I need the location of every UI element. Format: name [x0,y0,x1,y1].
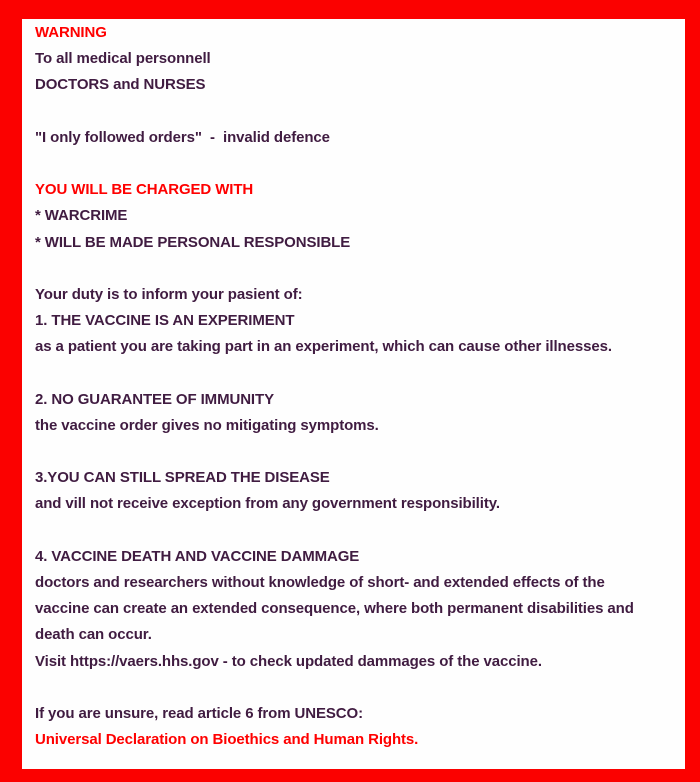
point-3-body: and vill not receive exception from any government responsibility. [35,495,500,513]
point-1-heading: 1. THE VACCINE IS AN EXPERIMENT [35,312,295,330]
point-4-body: doctors and researchers without knowledge of short- and extended effects of the [35,573,605,591]
point-4-body: death can occur. [35,626,152,644]
charged-with-heading: YOU WILL BE CHARGED WITH [35,181,254,199]
duty-intro-line: Your duty is to inform your pasient of: [35,285,303,303]
blank-line [35,256,677,282]
blank-line [35,360,677,386]
point-3-heading: 3.YOU CAN STILL SPREAD THE DISEASE [35,469,330,487]
point-1-body: as a patient you are taking part in an experiment, which can cause other illnesses. [35,338,612,356]
point-4-heading: 4. VACCINE DEATH AND VACCINE DAMMAGE [35,547,360,565]
orders-quote-line: "I only followed orders" - invalid defence [35,128,330,146]
blank-line [35,99,677,125]
blank-line [35,439,677,465]
point-2-body: the vaccine order gives no mitigating symptoms. [35,416,379,434]
poster-text-lines [35,20,677,753]
point-4-body: vaccine can create an extended consequence, where both permanent disabilities and [35,600,634,618]
vaers-link-line: Visit https://vaers.hhs.gov - to check updated dammages of the vaccine. [35,652,542,670]
unesco-intro-line: If you are unsure, read article 6 from UNESCO: [35,704,363,722]
addressee-line: DOCTORS and NURSES [35,76,206,94]
blank-line [35,675,677,701]
charge-item: * WILL BE MADE PERSONAL RESPONSIBLE [35,233,351,251]
warning-title: WARNING [35,24,107,41]
unesco-declaration-line: Universal Declaration on Bioethics and Human Rights. [35,731,419,749]
blank-line [35,518,677,544]
warning-poster [22,19,685,769]
point-2-heading: 2. NO GUARANTEE OF IMMUNITY [35,390,274,408]
addressee-line: To all medical personnell [35,50,211,68]
blank-line [35,151,677,177]
charge-item: * WARCRIME [35,207,128,225]
